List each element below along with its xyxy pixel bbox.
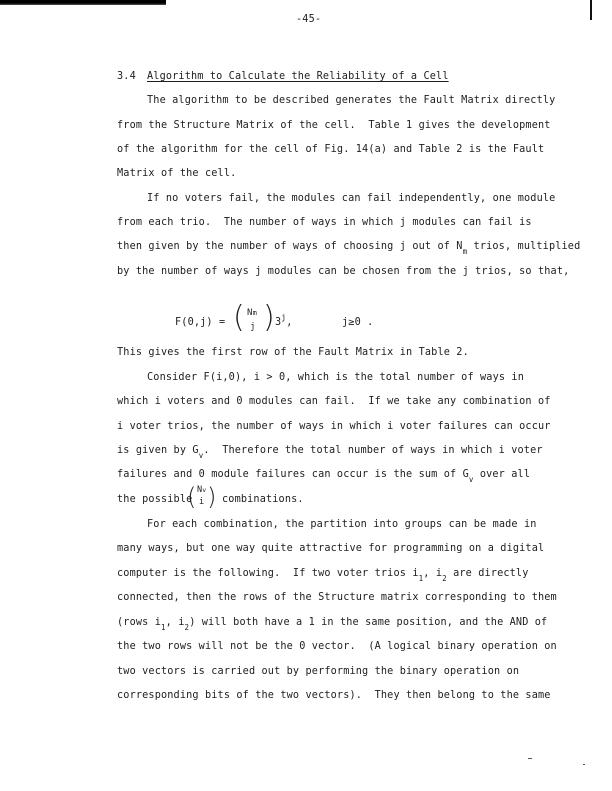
para3-line-6b: combinations. <box>222 494 304 505</box>
para1-line-4: Matrix of the cell. <box>117 168 237 179</box>
formula-lhs: F(0,j) = <box>175 317 226 328</box>
binom-bottom: j <box>250 322 256 332</box>
binom2-bottom: i <box>199 497 205 507</box>
para2-line-3: then given by the number of ways of choosing j out of $N_m$ trios, multiplied <box>117 241 581 256</box>
para4-line-1: For each combination, the partition into groups can be made in <box>147 519 537 530</box>
binom-top: Nm <box>247 308 257 318</box>
para4-line-2: many ways, but one way quite attractive for programming on a digital <box>117 543 545 554</box>
after-formula-line: This gives the first row of the Fault Matrix in Table 2. <box>117 347 469 358</box>
binom-left-paren: ( <box>233 300 245 335</box>
section-title: Algorithm to Calculate the Reliability of a Cell <box>147 71 449 82</box>
para1-line-3: of the algorithm for the cell of Fig. 14(a) and Table 2 is the Fault <box>117 144 545 155</box>
para4-line-3: computer is the following. If two voter trios $i_1$, $i_2$ are directly <box>117 568 529 583</box>
para3-line-3: i voter trios, the number of ways in which i voter failures can occur <box>117 421 551 432</box>
page-number: -45- <box>296 14 322 25</box>
binom2-right-paren: ) <box>207 483 217 511</box>
para3-line-2: which i voters and 0 modules can fail. If we take any combination of <box>117 396 551 407</box>
section-number: 3.4 <box>117 71 136 82</box>
binom2-left-paren: ( <box>187 483 197 511</box>
para3-line-6a: the possible <box>117 494 193 505</box>
scan-edge-mark <box>0 0 166 5</box>
para4-line-6: the two rows will not be the 0 vector. (A logical binary operation on <box>117 641 557 652</box>
para4-line-8: corresponding bits of the two vectors). They then belong to the same <box>117 690 551 701</box>
scan-speck <box>583 764 585 765</box>
binom-right-paren: ) <box>263 300 275 335</box>
para3-line-5: failures and 0 module failures can occur is the sum of $G_v$ over all <box>117 469 531 484</box>
para1-line-2: from the Structure Matrix of the cell. Table 1 gives the development <box>117 120 551 131</box>
para2-line-2: from each trio. The number of ways in which j modules can fail is <box>117 217 532 228</box>
formula-condition: j≥0 . <box>342 317 374 328</box>
para3-line-4: is given by $G_v$. Therefore the total number of ways in which i voter <box>117 445 543 460</box>
para4-line-7: two vectors is carried out by performing the binary operation on <box>117 666 520 677</box>
para3-line-1: Consider F(i,0), i > 0, which is the total number of ways in <box>147 372 525 383</box>
power-term: 3$^j$, <box>275 313 293 328</box>
para2-line-4: by the number of ways j modules can be chosen from the j trios, so that, <box>117 266 570 277</box>
para1-line-1: The algorithm to be described generates the Fault Matrix directly <box>147 95 556 106</box>
scan-speck <box>528 758 532 759</box>
para2-line-1: If no voters fail, the modules can fail independently, one module <box>147 193 556 204</box>
binom2-top: Nv <box>197 485 207 495</box>
para4-line-5: (rows $i_1$, $i_2$) will both have a 1 in the same position, and the AND of <box>117 617 548 632</box>
scan-right-edge <box>590 0 592 20</box>
para4-line-4: connected, then the rows of the Structure matrix corresponding to them <box>117 592 557 603</box>
